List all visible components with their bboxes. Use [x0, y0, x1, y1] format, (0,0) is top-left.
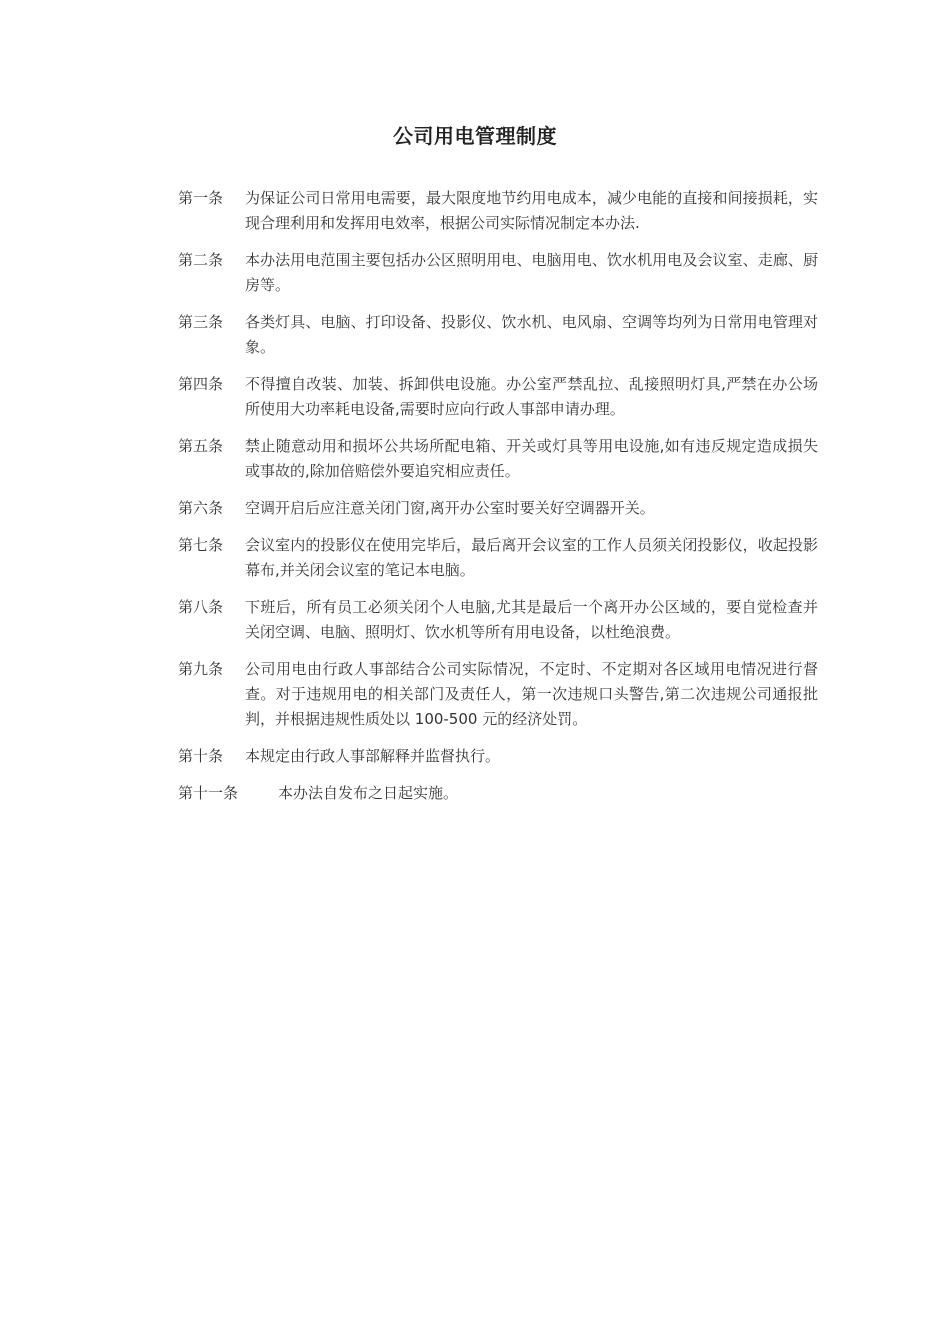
article-text: 不得擅自改装、加装、拆卸供电设施。办公室严禁乱拉、乱接照明灯具,严禁在办公场所使用大功率耗电设备,需要时应向行政人事部申请办理。 — [245, 375, 818, 418]
article-number: 第十条 — [178, 747, 224, 765]
article-number: 第九条 — [178, 660, 224, 678]
article-text: 会议室内的投影仪在使用完毕后，最后离开会议室的工作人员须关闭投影仪，收起投影幕布,并关闭会议室的笔记本电脑。 — [245, 536, 818, 579]
article-text: 禁止随意动用和损坏公共场所配电箱、开关或灯具等用电设施,如有违反规定造成损失或事故的,除加倍赔偿外要追究相应责任。 — [245, 437, 818, 480]
article-1 — [178, 186, 818, 236]
article-10 — [178, 744, 818, 769]
article-text: 空调开启后应注意关闭门窗,离开办公室时要关好空调器开关。 — [245, 499, 655, 517]
article-number: 第四条 — [178, 375, 224, 393]
article-number: 第七条 — [178, 536, 224, 554]
article-number: 第五条 — [178, 437, 224, 455]
article-7 — [178, 533, 818, 583]
article-number: 第六条 — [178, 499, 224, 517]
article-number: 第一条 — [178, 189, 224, 207]
article-3 — [178, 310, 818, 360]
article-number: 第十一条 — [178, 784, 239, 802]
article-text: 本规定由行政人事部解释并监督执行。 — [245, 747, 501, 765]
article-text: 为保证公司日常用电需要，最大限度地节约用电成本，减少电能的直接和间接损耗，实现合理利用和发挥用电效率，根据公司实际情况制定本办法. — [245, 189, 818, 232]
article-number: 第三条 — [178, 313, 224, 331]
article-text: 下班后，所有员工必须关闭个人电脑,尤其是最后一个离开办公区域的，要自觉检查并关闭空调、电脑、照明灯、饮水机等所有用电设备，以杜绝浪费。 — [245, 598, 818, 641]
article-5 — [178, 434, 818, 484]
article-number: 第八条 — [178, 598, 224, 616]
article-number: 第二条 — [178, 251, 224, 269]
article-8 — [178, 595, 818, 645]
article-list — [178, 186, 818, 818]
article-11 — [178, 781, 818, 806]
article-4 — [178, 372, 818, 422]
article-text: 各类灯具、电脑、打印设备、投影仪、饮水机、电风扇、空调等均列为日常用电管理对象。 — [245, 313, 818, 356]
article-9 — [178, 657, 818, 732]
article-text: 公司用电由行政人事部结合公司实际情况，不定时、不定期对各区域用电情况进行督查。对于违规用电的相关部门及责任人，第一次违规口头警告,第二次违规公司通报批判，并根据违规性质处以 100-500 元的经济处罚。 — [245, 660, 818, 728]
article-text: 本办法用电范围主要包括办公区照明用电、电脑用电、饮水机用电及会议室、走廊、厨房等。 — [245, 251, 818, 294]
article-6 — [178, 496, 818, 521]
article-2 — [178, 248, 818, 298]
article-text: 本办法自发布之日起实施。 — [278, 784, 459, 802]
document-title: 公司用电管理制度 — [393, 124, 557, 148]
